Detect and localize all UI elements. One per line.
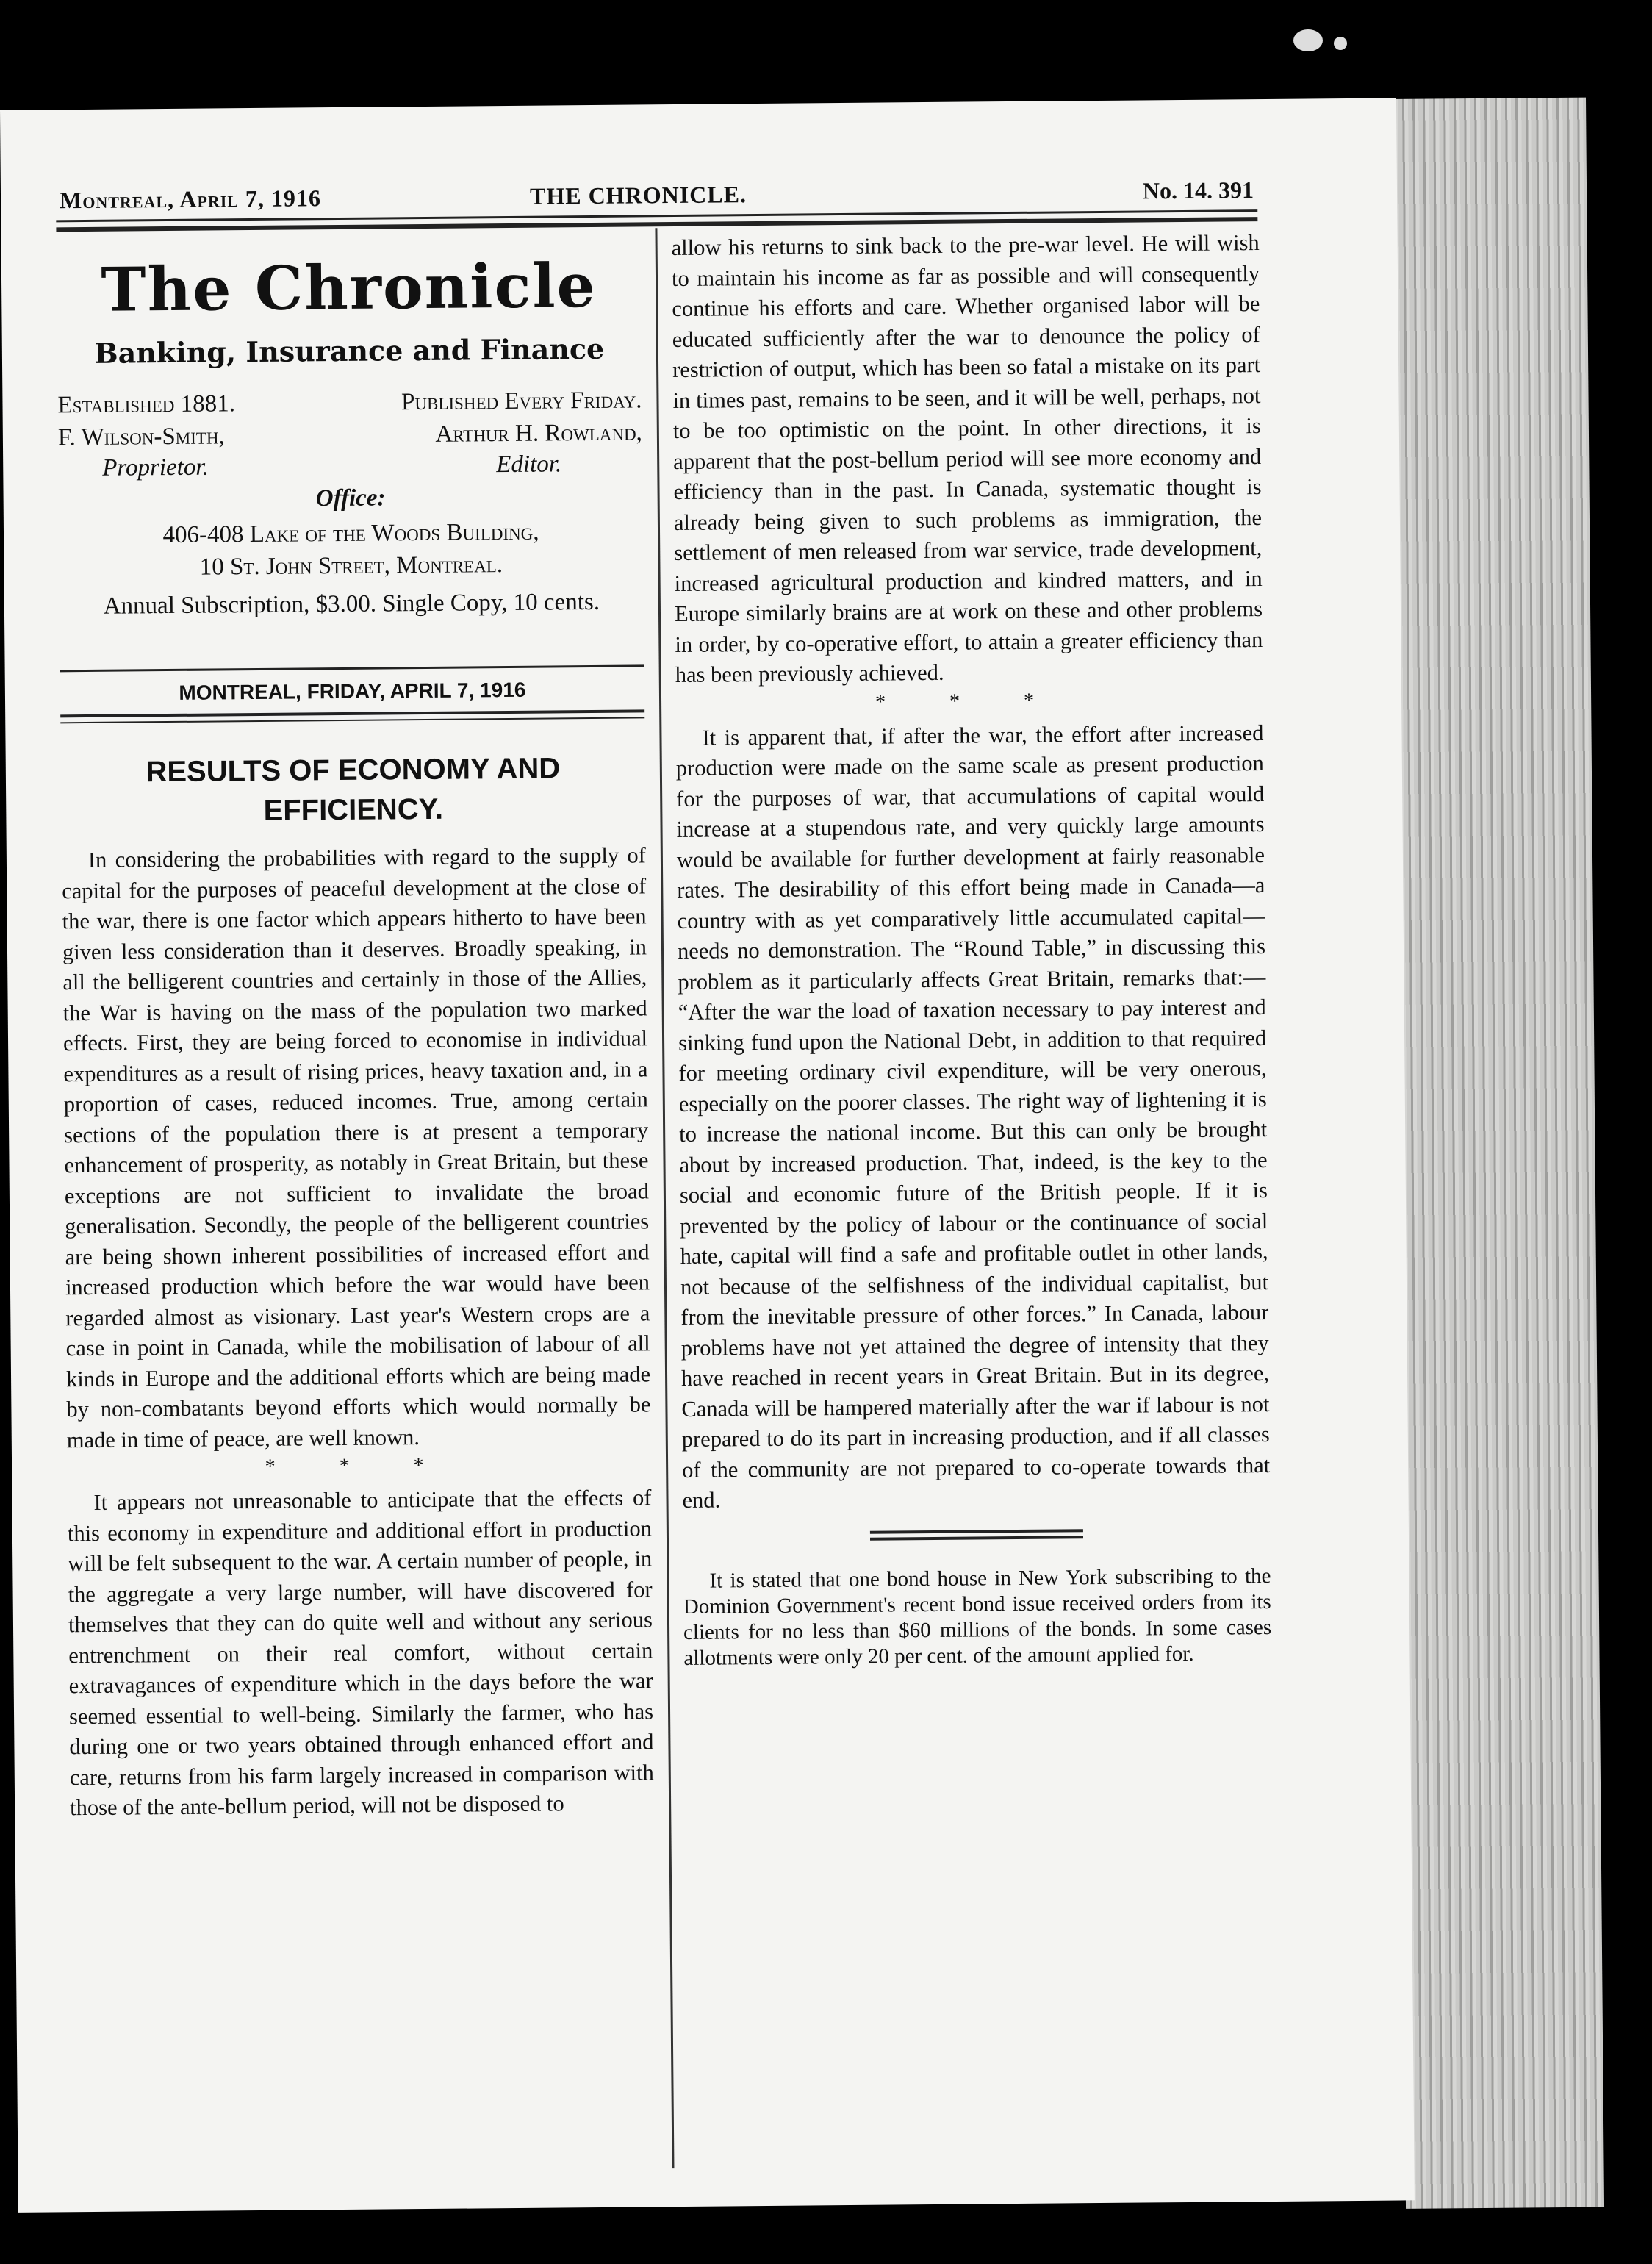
column-divider xyxy=(655,228,674,2168)
masthead-title: The Chronicle xyxy=(101,250,597,326)
section-stars: * * * xyxy=(265,1453,453,1478)
article-paragraph-2: It appears not unreasonable to anticipate that the effects of this economy in expenditure and additional effort in production will be felt subsequent to the war. A certain number of people, in the aggregate a very large number, will have discovered for themselves that they can do quite well and without any serious entrenchment on their real comfort, without certain extravagances of expenditure which in the days before the war seemed essential to well-being. Similarly the farmer, who has during one or two years obtained through enhanced effort and care, returns from his farm largely increased in comparison with those of the ante-bellum period, will not be disposed to xyxy=(67,1485,654,1821)
proprietor-role: Proprietor. xyxy=(102,454,209,481)
editor-name: Arthur H. Rowland, xyxy=(435,419,643,448)
issue-date: MONTREAL, FRIDAY, APRIL 7, 1916 xyxy=(179,678,526,704)
office-label: Office: xyxy=(315,484,386,512)
established-line: Established 1881. xyxy=(57,390,236,419)
proprietor-name: F. Wilson-Smith, xyxy=(57,423,225,451)
article-paragraph-3: allow his returns to sink back to the pre-war level. He will wish to maintain his income as far as possible and will consequently continue his efforts and care. Whether organised labor will be educated sufficiently after the war to denounce the policy of restriction of output, which has been so fatal a mistake on its part in times past, remains to be seen, and it will be well, perhaps, not to be too optimistic on the point. In other directions, it is apparent that the post-bellum period will see more economy and efficiency than in the past. In Canada, systematic thought is already being given to such problems as immigration, the settlement of men released from war service, trade development, increased agricultural production and kindred matters, and in Europe similarly brains are at work on these and other problems in order, by co-operative effort, to attain a greater efficiency than has been previously achieved. xyxy=(671,230,1263,688)
page-edge-stack xyxy=(1387,98,1604,2209)
issue-rule-bottom-thin xyxy=(60,717,644,723)
office-address-line1: 406-408 Lake of the Woods Building, xyxy=(162,518,539,549)
left-column xyxy=(57,233,655,1823)
running-head-dateline: Montreal, April 7, 1916 xyxy=(59,185,322,214)
subscription-line: Annual Subscription, $3.00. Single Copy, 10 cents. xyxy=(103,588,600,620)
dust-speck xyxy=(1334,37,1347,50)
editor-role: Editor. xyxy=(496,451,562,479)
right-column xyxy=(671,228,1271,1671)
section-stars: * * * xyxy=(875,688,1064,714)
office-address-line2: 10 St. John Street, Montreal. xyxy=(199,551,503,581)
article-headline: RESULTS OF ECONOMY AND EFFICIENCY. xyxy=(146,752,561,827)
article-separator xyxy=(870,1529,1083,1541)
publication-info xyxy=(57,385,644,670)
running-head-title: THE CHRONICLE. xyxy=(529,181,747,209)
newspaper-page xyxy=(0,98,1415,2212)
bond-issue-note: It is stated that one bond house in New York subscribing to the Dominion Government's recent bond issue received orders from its clients for no less than $60 millions of the bonds. In some cases allotments were only 20 per cent. of the amount applied for. xyxy=(683,1563,1272,1670)
running-head-page-number: No. 14. 391 xyxy=(1142,176,1254,204)
running-head xyxy=(59,176,1254,214)
article-paragraph-1: In considering the probabilities with regard to the supply of capital for the purposes of peaceful development at the close of the war, there is one factor which appears hitherto to have been given less consideration than it deserves. Broadly speaking, in all the belligerent countries and certainly in those of the Allies, the War is having on the mass of the population two marked effects. First, they are being forced to economise in individual expenditures as a result of rising prices, heavy taxation and, in a proportion of cases, reduced incomes. True, among certain sections of the population there is at present a temporary enhancement of prosperity, as notably in Great Britain, but these exceptions are not sufficient to invalidate the broad generalisation. Secondly, the people of the belligerent countries are being shown inherent possibilities of increased effort and increased production which before the war would have been regarded almost as visionary. Last year's Western crops are a case in point in Canada, while the mobilisation of labour of all kinds in Europe and the additional efforts which are being made by non-combatants beyond efforts which would normally be made in time of peace, are well known. xyxy=(62,842,651,1452)
dust-speck xyxy=(1293,29,1323,51)
article-paragraph-4: It is apparent that, if after the war, the effort after increased production were made on the same scale as present production for the purposes of war, that accumulations of capital would increase at a stupendous rate, and very quickly large amounts would be available for further development at fairly reasonable rates. The desirability of this effort being made in Canada—a country with as yet comparatively little accumulated capital—needs no demonstration. The “Round Table,” in discussing this problem as it particularly affects Great Britain, remarks that:— “After the war the load of taxation necessary to pay interest and sinking fund upon the National Debt, in addition to that required for meeting ordinary civil expenditure, will be very onerous, especially on the poorer classes. The right way of lightening it is to increase the national income. But this can only be brought about by increased production. That, indeed, is the key to the social and economic future of the British people. If it is prevented by the policy of labour or the continuance of social hate, capital will find a safe and profitable outlet in other lands, not because of the selfishness of the individual capitalist, but from the inevitable pressure of other forces.” In Canada, labour problems have not yet attained the degree of intensity that they have reached in recent years in Great Britain. But in its degree, Canada will be hampered materially after the war if labour is not prepared to do its part in increasing production, and if all classes of the community are not prepared to co-operate towards that end. xyxy=(675,720,1271,1513)
published-line: Published Every Friday. xyxy=(401,387,642,416)
masthead-subtitle: Banking, Insurance and Finance xyxy=(94,332,605,370)
